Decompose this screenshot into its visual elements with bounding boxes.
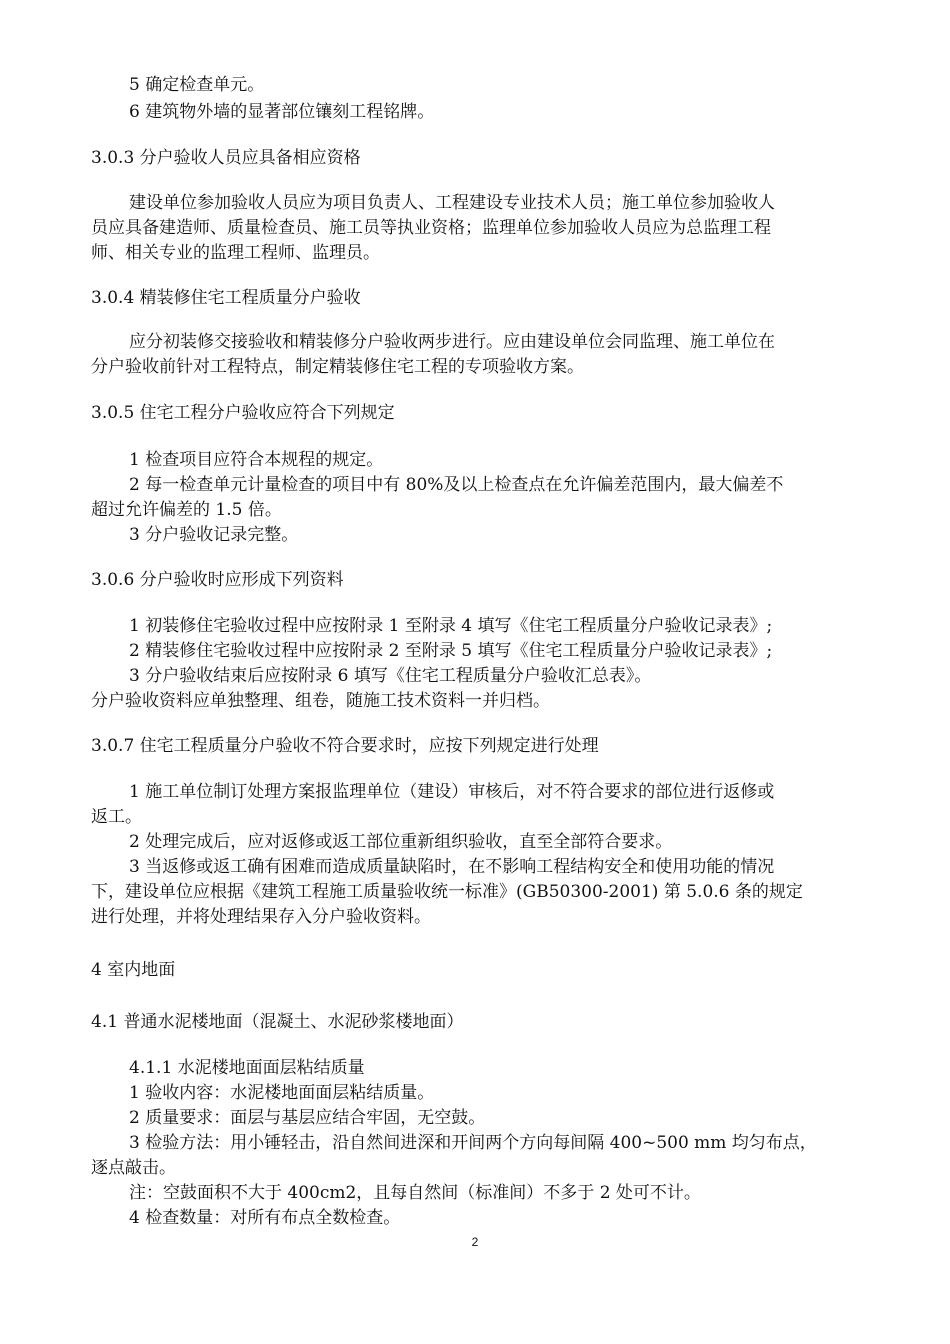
text-line: 5 确定检查单元。 [129,75,265,95]
section-heading: 3.0.3 分户验收人员应具备相应资格 [91,148,361,168]
text-line: 3 当返修或返工确有困难而造成质量缺陷时，在不影响工程结构安全和使用功能的情况 [129,857,775,877]
section-heading: 4.1 普通水泥楼地面（混凝土、水泥砂浆楼地面） [91,1012,464,1032]
section-heading: 3.0.5 住宅工程分户验收应符合下列规定 [91,403,395,423]
text-line: 2 处理完成后，应对返修或返工部位重新组织验收，直至全部符合要求。 [129,832,673,852]
text-line: 建设单位参加验收人员应为项目负责人、工程建设专业技术人员；施工单位参加验收人 [129,193,775,213]
subsection-heading: 4.1.1 水泥楼地面面层粘结质量 [129,1058,365,1078]
text-line: 1 验收内容：水泥楼地面面层粘结质量。 [129,1083,435,1103]
chapter-heading: 4 室内地面 [91,960,176,980]
text-line: 超过允许偏差的 1.5 倍。 [91,500,282,520]
text-line: 师、相关专业的监理工程师、监理员。 [91,243,380,263]
text-line: 3 检验方法：用小锤轻击，沿自然间进深和开间两个方向每间隔 400~500 mm 均匀布点， [129,1133,817,1153]
text-line: 6 建筑物外墙的显著部位镶刻工程铭牌。 [129,102,435,122]
text-line: 1 初装修住宅验收过程中应按附录 1 至附录 4 填写《住宅工程质量分户验收记录表》; [129,616,773,636]
text-line: 下，建设单位应根据《建筑工程施工质量验收统一标准》(GB50300-2001) 第 5.0.6 条的规定 [91,882,803,902]
text-line: 1 施工单位制订处理方案报监理单位（建设）审核后，对不符合要求的部位进行返修或 [129,782,775,802]
text-line: 4 检查数量：对所有布点全数检查。 [129,1208,401,1228]
note-line: 注：空鼓面积不大于 400cm2，且每自然间（标准间）不多于 2 处可不计。 [129,1183,701,1203]
text-line: 进行处理，并将处理结果存入分户验收资料。 [91,907,431,927]
text-line: 员应具备建造师、质量检查员、施工员等执业资格；监理单位参加验收人员应为总监理工程 [91,218,771,238]
section-heading: 3.0.7 住宅工程质量分户验收不符合要求时，应按下列规定进行处理 [91,736,599,756]
text-line: 分户验收资料应单独整理、组卷，随施工技术资料一并归档。 [91,691,550,711]
text-line: 2 质量要求：面层与基层应结合牢固，无空鼓。 [129,1108,486,1128]
text-line: 逐点敲击。 [91,1158,176,1178]
text-line: 返工。 [91,807,142,827]
section-heading: 3.0.6 分户验收时应形成下列资料 [91,570,344,590]
text-line: 分户验收前针对工程特点，制定精装修住宅工程的专项验收方案。 [91,357,584,377]
text-line: 1 检查项目应符合本规程的规定。 [129,450,384,470]
text-line: 3 分户验收记录完整。 [129,525,299,545]
text-line: 2 每一检查单元计量检查的项目中有 80%及以上检查点在允许偏差范围内，最大偏差不 [129,475,784,495]
page-number: 2 [471,1235,479,1249]
section-heading: 3.0.4 精装修住宅工程质量分户验收 [91,288,361,308]
text-line: 3 分户验收结束后应按附录 6 填写《住宅工程质量分户验收汇总表》。 [129,666,652,686]
text-line: 应分初装修交接验收和精装修分户验收两步进行。应由建设单位会同监理、施工单位在 [129,332,775,352]
text-line: 2 精装修住宅验收过程中应按附录 2 至附录 5 填写《住宅工程质量分户验收记录表》; [129,641,773,661]
